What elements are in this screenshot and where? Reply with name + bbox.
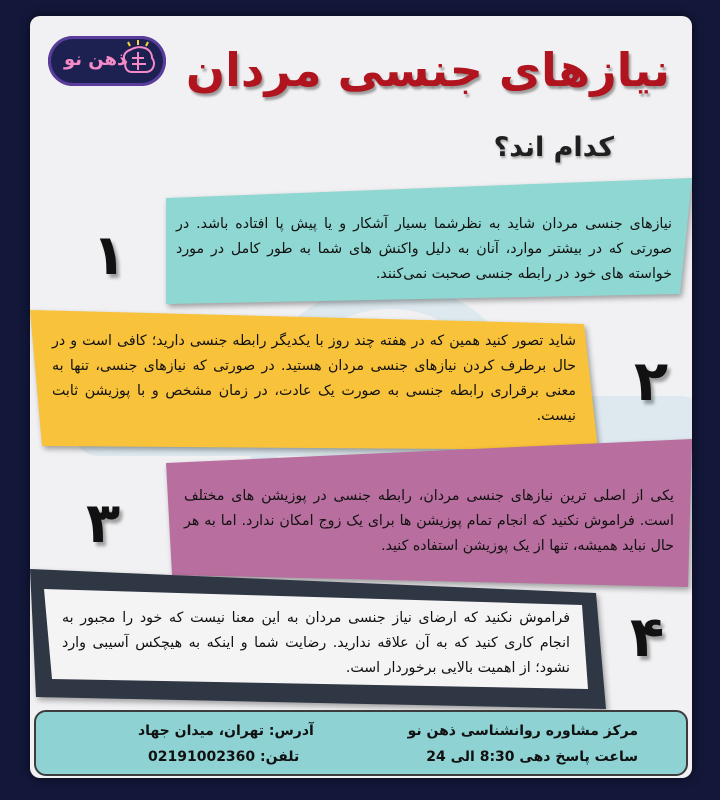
working-hours: ساعت پاسخ دهی 8:30 الی 24 (426, 749, 638, 765)
address-text: آدرس: تهران، میدان جهاد (138, 723, 314, 739)
logo-text: ذهن نو (64, 49, 127, 70)
center-name: مرکز مشاوره روانشناسی ذهن نو (407, 723, 638, 739)
page-subtitle: کدام اند؟ (493, 132, 614, 163)
brand-logo[interactable] (48, 36, 166, 86)
item-2-text: شاید تصور کنید همین که در هفته چند روز با یکدیگر رابطه جنسی دارید؛ کافی است و در حال برطرف کردن نیازهای جنسی مردان هستید. در صورتی که نیازهای جنسی، تنها به معنی برقراری رابطه جنسی به صورت یک عادت، در زمان مشخص و با پوزیشن ثابت نیست. (52, 333, 576, 424)
item-1-number: ۱ (92, 223, 127, 288)
infographic-card (30, 16, 692, 778)
item-3-text: یکی از اصلی ترین نیازهای جنسی مردان، رابطه جنسی در پوزیشن های مختلف است. فراموش نکنید که انجام تمام پوزیشن ها برای یک زوج امکان ندارد. اما به هر حال نباید همیشه، تنها از یک پوزیشن استفاده کنید. (184, 488, 674, 554)
page-title: نیازهای جنسی مردان (185, 43, 670, 97)
item-3-number: ۳ (86, 491, 121, 556)
item-1-text: نیازهای جنسی مردان شاید به نظرشما بسیار آشکار و یا پیش پا افتاده باشد. در صورتی که در بیشتر موارد، آنان به دلیل واکنش های شما به طور کامل در مورد خواسته های خود در رابطه جنسی صحبت نمی‌کنند. (176, 216, 672, 282)
item-4-number: ۴ (630, 605, 665, 670)
contact-footer (34, 710, 688, 776)
phone-number[interactable]: تلفن: 02191002360 (148, 749, 300, 765)
item-2-number: ۲ (634, 349, 669, 414)
item-4-text: فراموش نکنید که ارضای نیاز جنسی مردان به این معنا نیست که خود را مجبور به انجام کاری کنید که به آن علاقه ندارید. رضایت شما و اینکه به هیچکس آسیبی وارد نشود؛ از اهمیت بالایی برخوردار است. (62, 610, 570, 676)
